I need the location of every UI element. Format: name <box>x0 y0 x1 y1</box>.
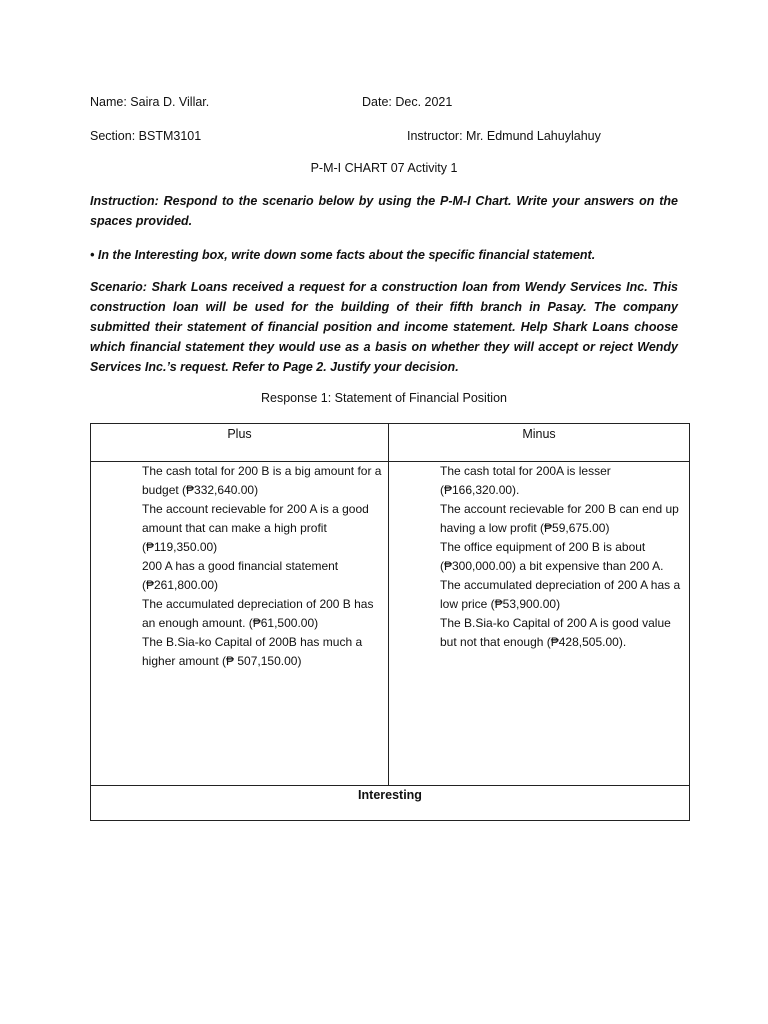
minus-cell <box>389 462 690 786</box>
minus-header: Minus <box>389 424 690 462</box>
scenario-text: Scenario: Shark Loans received a request for a construction loan from Wendy Services Inc. This construction loan will be used for the building of their fifth branch in Pasay. The company submitted their statement of financial position and income statement. Help Shark Loans choose which financial statement they would use as a basis on whether they will accept or reject Wendy Services Inc.’s request. Refer to Page 2. Justify your decision. <box>90 280 678 374</box>
plus-item: The account recievable for 200 A is a good amount that can make a high profit (₱119,350.00) <box>142 502 369 554</box>
minus-item: The accumulated depreciation of 200 A has a low price (₱53,900.00) <box>440 578 681 611</box>
minus-list <box>440 462 681 652</box>
date-label: Date: Dec. 2021 <box>362 95 453 109</box>
minus-item: The account recievable for 200 B can end up having a low profit (₱59,675.00) <box>440 502 679 535</box>
pmi-chart-table <box>90 423 690 821</box>
response-title: Response 1: Statement of Financial Position <box>261 391 507 405</box>
plus-header: Plus <box>91 424 389 462</box>
student-name: Name: Saira D. Villar. <box>90 95 210 109</box>
plus-item: 200 A has a good financial statement (₱261,800.00) <box>142 559 339 592</box>
minus-item: The B.Sia-ko Capital of 200 A is good value but not that enough (₱428,505.00). <box>440 616 671 649</box>
section-label: Section: BSTM3101 <box>90 129 202 143</box>
plus-item: The B.Sia-ko Capital of 200B has much a higher amount (₱ 507,150.00) <box>142 635 363 668</box>
instructor-label: Instructor: Mr. Edmund Lahuylahuy <box>407 129 601 143</box>
plus-list <box>142 462 382 671</box>
interesting-header: Interesting <box>91 786 690 821</box>
bullet-note: • In the Interesting box, write down some facts about the specific financial statement. <box>90 248 596 262</box>
plus-item: The accumulated depreciation of 200 B has an enough amount. (₱61,500.00) <box>142 597 374 630</box>
minus-item: The cash total for 200A is lesser (₱166,320.00). <box>440 464 611 497</box>
plus-cell <box>91 462 389 786</box>
minus-item: The office equipment of 200 B is about (₱300,000.00) a bit expensive than 200 A. <box>440 540 664 573</box>
activity-title: P-M-I CHART 07 Activity 1 <box>310 161 458 175</box>
plus-item: The cash total for 200 B is a big amount for a budget (₱332,640.00) <box>142 464 382 497</box>
instruction-text: Instruction: Respond to the scenario below by using the P-M-I Chart. Write your answers on the spaces provided. <box>90 194 678 228</box>
